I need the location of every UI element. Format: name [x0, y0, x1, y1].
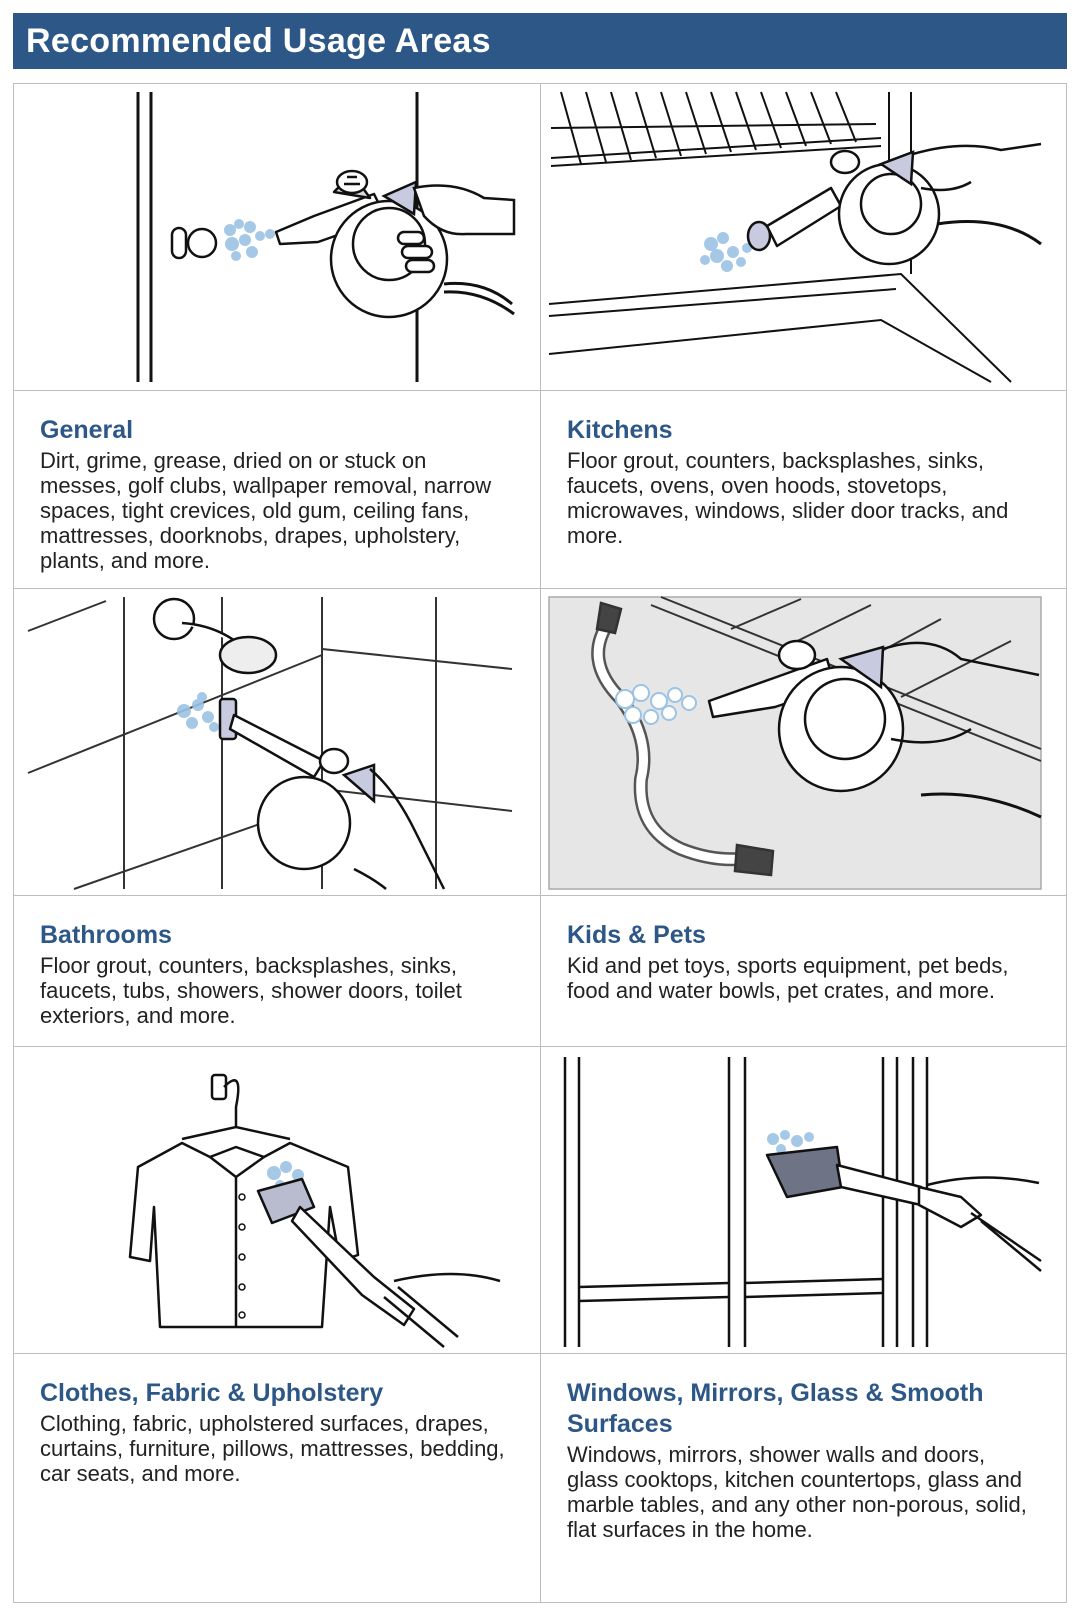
illustration-windows [541, 1047, 1067, 1353]
card-description: Floor grout, counters, backsplashes, sinks, faucets, tubs, showers, shower doors, toilet exteriors, and more. [40, 953, 462, 1028]
illustration-bathrooms [14, 589, 540, 895]
card-description: Windows, mirrors, shower walls and doors, glass cooktops, kitchen countertops, glass and marble tables, and any other non-porous, solid, flat surfaces in the home. [567, 1442, 1027, 1542]
illustration-clothes [14, 1047, 540, 1353]
card-description: Kid and pet toys, sports equipment, pet beds, food and water bowls, pet crates, and more. [567, 953, 1009, 1003]
illustration-general [14, 84, 540, 390]
steamer-shirt-illustration [14, 1047, 526, 1353]
usage-card-kitchens [541, 391, 1067, 588]
usage-card-kids-pets [541, 896, 1067, 1046]
card-description: Floor grout, counters, backsplashes, sinks, faucets, ovens, oven hoods, stovetops, microwaves, windows, slider door tracks, and more. [567, 448, 1009, 548]
usage-card-bathrooms [14, 896, 540, 1046]
steamer-oven-illustration [541, 84, 1053, 390]
card-title: Clothes, Fabric & Upholstery [40, 1379, 384, 1407]
illustration-kitchens [541, 84, 1067, 390]
steamer-doorknob-illustration [14, 84, 526, 390]
card-title: General [40, 416, 134, 444]
usage-card-windows [541, 1354, 1067, 1602]
card-title: Kids & Pets [567, 921, 706, 949]
card-description: Clothing, fabric, upholstered surfaces, drapes, curtains, furniture, pillows, mattresses, bedding, car seats, and more. [40, 1411, 505, 1486]
steamer-rope-toy-illustration [541, 589, 1053, 895]
usage-card-clothes [14, 1354, 540, 1602]
page-title: Recommended Usage Areas [26, 22, 491, 60]
usage-card-general [14, 391, 540, 588]
card-title: Windows, Mirrors, Glass & Smooth Surfaces [567, 1379, 984, 1438]
steamer-window-illustration [541, 1047, 1053, 1353]
header-bar [13, 13, 1067, 69]
card-title: Bathrooms [40, 921, 172, 949]
card-title: Kitchens [567, 416, 673, 444]
steamer-shower-tile-illustration [14, 589, 526, 895]
illustration-kids-pets [541, 589, 1067, 895]
usage-areas-grid [13, 83, 1067, 1603]
card-description: Dirt, grime, grease, dried on or stuck on messes, golf clubs, wallpaper removal, narrow spaces, tight crevices, old gum, ceiling fans, mattresses, doorknobs, drapes, upholstery, plants, and more. [40, 448, 492, 573]
